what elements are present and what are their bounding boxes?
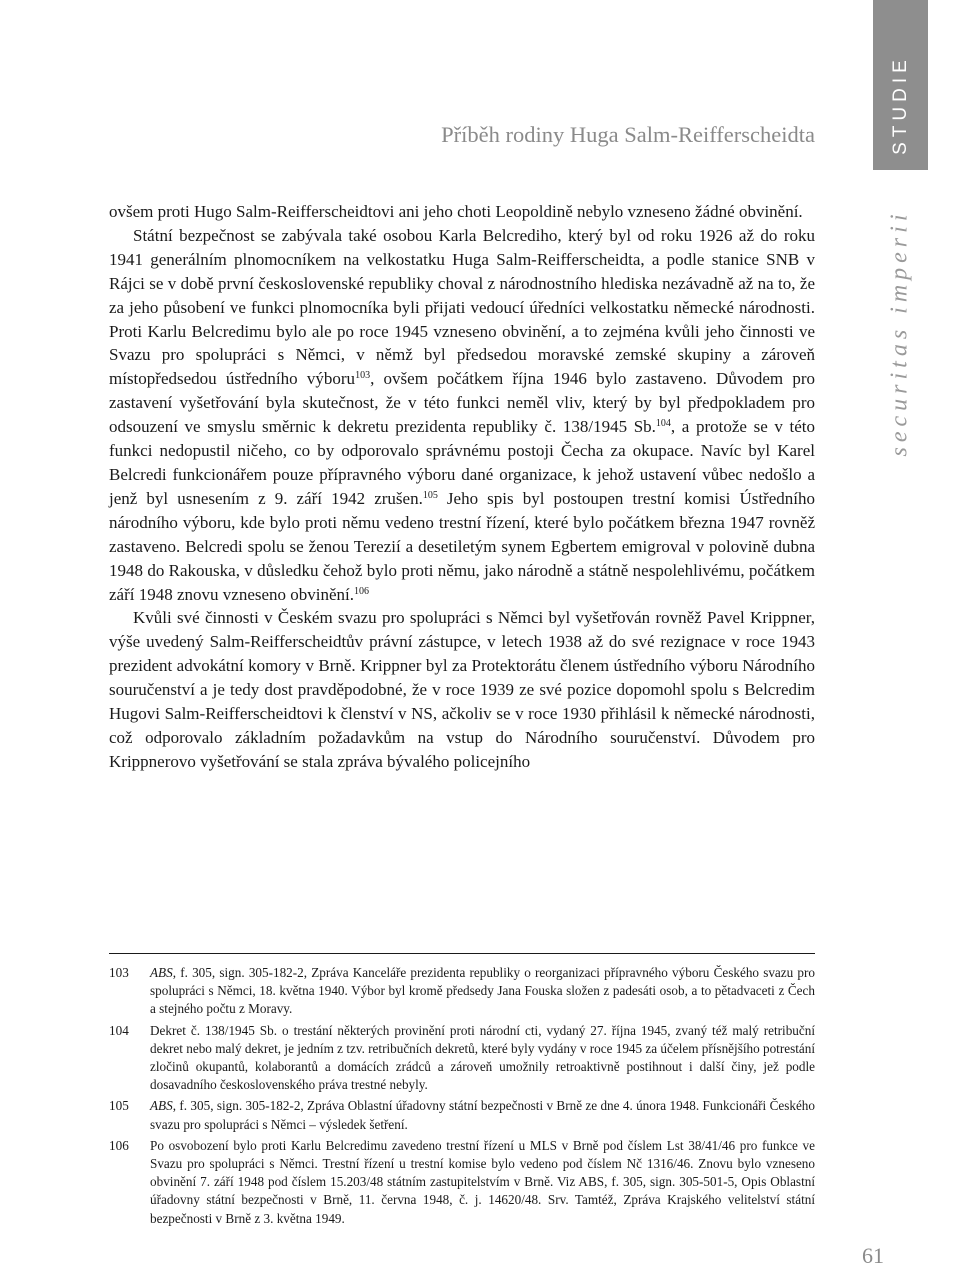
footnote-source: ABS bbox=[150, 965, 173, 980]
footnote-body: , f. 305, sign. 305-182-2, Zpráva Kanceláře prezidenta republiky o reorganizaci přípravného výboru Českého svazu pro spolupráci s Němci, 18. května 1940. Výbor byl kromě předsedy Jana Fouska složen z padesáti osob, a to pětadvaceti z Čech a stejného počtu z Moravy. bbox=[150, 965, 815, 1017]
journal-title: securitas imperii bbox=[886, 209, 913, 457]
page-number: 61 bbox=[862, 1243, 884, 1268]
section-tab bbox=[873, 0, 928, 170]
footnote-body: , f. 305, sign. 305-182-2, Zpráva Oblastní úřadovny státní bezpečnosti v Brně ze dne 4. února 1948. Funkcionáři Českého svazu pro spolupráci s Němci – výsledek šetření. bbox=[150, 1098, 815, 1132]
footnote-text bbox=[150, 1097, 815, 1133]
footnote-divider bbox=[109, 953, 815, 954]
paragraph-2 bbox=[109, 224, 815, 607]
footnotes bbox=[109, 964, 815, 1231]
paragraph-1: ovšem proti Hugo Salm-Reifferscheidtovi ani jeho choti Leopoldině nebylo vzneseno žádné obvinění. bbox=[109, 202, 803, 221]
footnote-number: 105 bbox=[109, 1098, 129, 1114]
footnote-ref-103[interactable]: 103 bbox=[355, 370, 371, 382]
footnote-105 bbox=[109, 1097, 815, 1133]
running-title: Příběh rodiny Huga Salm-Reifferscheidta bbox=[441, 122, 815, 147]
paragraph-2-part-b: , ovšem počátkem října 1946 bylo zastaveno. Důvodem pro zastavení vyšetřování byla skutečnost, že v této funkci neměl vliv, který by byl předpokladem pro odsouzení ve smyslu směrnic k dekretu prezidenta republiky č. 138/1945 Sb. bbox=[109, 369, 815, 437]
footnote-text bbox=[150, 1022, 815, 1095]
footnote-number: 103 bbox=[109, 965, 129, 980]
footnote-ref-104[interactable]: 104 bbox=[655, 418, 671, 430]
footnote-106 bbox=[109, 1137, 815, 1228]
footnote-ref-105[interactable]: 105 bbox=[422, 489, 438, 501]
footnote-104 bbox=[109, 1022, 815, 1095]
paragraph-2-part-d: Jeho spis byl postoupen trestní komisi Ústředního národního výboru, kde bylo proti němu vedeno trestní řízení, které bylo počátkem března 1947 rovněž zastaveno. Belcredi spolu se ženou Terezií a desetiletým synem Egbertem emigroval v polovině dubna 1948 do Rakouska, v důsledku čehož bylo proti němu, jako národně a státně nespolehlivému, počátkem září 1948 znovu vzneseno obvinění. bbox=[109, 488, 815, 604]
footnote-number: 104 bbox=[109, 1022, 129, 1038]
footnote-103 bbox=[109, 964, 815, 1019]
paragraph-3: Kvůli své činnosti v Českém svazu pro spolupráci s Němci byl vyšetřován rovněž Pavel Krippner, výše uvedený Salm-Reifferscheidtův právní zástupce, v letech 1938 až do své rezignace v roce 1943 prezident advokátní komory v Brně. Krippner byl za Protektorátu členem ústředního výboru Národního souručenství a je tedy dost pravděpodobné, že v roce 1939 ze své pozice dopomohl spolu s Belcredim Hugovi Salm-Reifferscheidtovi k členství v NS, ačkoliv se v roce 1930 přihlásil k německé národnosti, což odporovalo základním požadavkům na vstup do Národního souručenství. Důvodem pro Krippnerovo vyšetřování se stala zpráva bývalého policejního bbox=[109, 608, 815, 771]
section-tab-label: STUDIE bbox=[889, 55, 911, 155]
paragraph-2-part-a: Státní bezpečnost se zabývala také osobou Karla Belcrediho, který byl od roku 1926 až do roku 1941 generálním plnomocníkem na velkostatku Huga Salm-Reifferscheidta, a podle stanice SNB v Rájci se v době první československé republiky choval z národnostního hlediska nezávadně až na to, že za jeho působení ve funkci plnomocníka byli přijati vedoucí úředníci velkostatku německé národnosti. Proti Karlu Belcredimu bylo ale po roce 1945 vzneseno obvinění, a to zejména kvůli jeho činnosti ve Svazu pro spolupráci s Němci, v němž byl předsedou moravské zemské skupiny a zároveň místopředsedou ústředního výboru bbox=[109, 225, 815, 389]
footnote-body: Dekret č. 138/1945 Sb. o trestání některých provinění proti národní cti, vydaný 27. října 1945, zvaný též malý retribuční dekret nebo malý dekret, je jedním z tzv. retribučních dekretů, které byly vydány v roce 1945 za účelem přísnějšího potrestání zločinů okupantů, kolaborantů a domácích zrádců a zároveň umožnily retroaktivně postihnout i další činy, jež podle dosavadního československého práva trestné nebyly. bbox=[150, 1022, 815, 1093]
footnote-text bbox=[150, 1137, 815, 1228]
footnote-text bbox=[150, 964, 815, 1019]
footnote-source: ABS bbox=[150, 1098, 173, 1114]
paragraph-2-part-c: , a protože se v této funkci nedopustil ničeho, co by odporovalo správnému postoji Čecha za okupace. Navíc byl Karel Belcredi funkcionářem pouze přípravného výboru dané organizace, k jehož ustavení vůbec nedošlo a jenž byl usnesením z 9. září 1942 zrušen. bbox=[109, 417, 815, 508]
body-text bbox=[109, 200, 815, 774]
footnote-body: Po osvobození bylo proti Karlu Belcredimu zavedeno trestní řízení u MLS v Brně pod číslem Lst 38/41/46 pro funkce ve Svazu pro spolupráci s Němci. Trestní řízení u trestní komise bylo vedeno pod číslem Nč 1316/46. Znovu bylo vzneseno obvinění 7. září 1948 pod číslem 15.203/48 státním zastupitelstvím v Brně. Viz ABS, f. 305, sign. 305-501-5, Opis Oblastní úřadovny státní bezpečnosti v Brně, 11. června 1948, č. j. 14620/48. Srv. Tamtéž, Zpráva Krajského velitelství státní bezpečnosti v Brně z 3. května 1949. bbox=[150, 1137, 815, 1226]
footnote-ref-106[interactable]: 106 bbox=[354, 585, 370, 597]
footnote-number: 106 bbox=[109, 1137, 129, 1153]
